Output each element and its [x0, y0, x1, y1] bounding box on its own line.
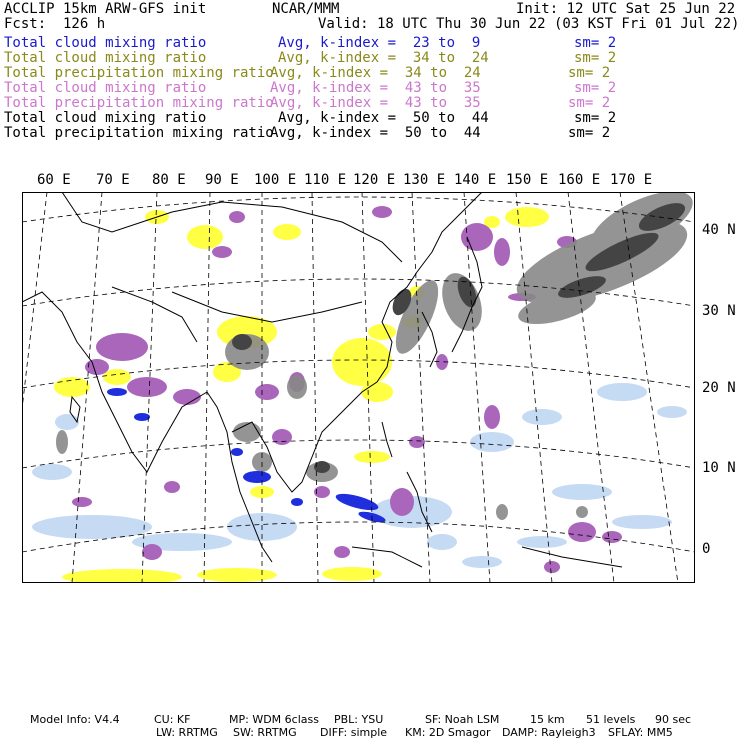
- field-avg-1: Avg, k-index = 23 to 9: [278, 35, 481, 51]
- field-avg-2: Avg, k-index = 34 to 24: [278, 50, 489, 66]
- field-avg-4: Avg, k-index = 43 to 35: [270, 80, 481, 96]
- lon-label-90e: 90 E: [205, 172, 239, 188]
- footer-sf: SF: Noah LSM: [425, 713, 500, 726]
- field-sm-7: sm= 2: [568, 125, 611, 141]
- footer-sw: SW: RRTMG: [233, 726, 297, 739]
- field-sm-1: sm= 2: [574, 35, 617, 51]
- footer-levels: 51 levels: [586, 713, 636, 726]
- lon-label-160e: 160 E: [558, 172, 601, 188]
- field-avg-6: Avg, k-index = 50 to 44: [278, 110, 489, 126]
- lon-label-130e: 130 E: [403, 172, 446, 188]
- footer-cu: CU: KF: [154, 713, 191, 726]
- footer-mp: MP: WDM 6class: [229, 713, 319, 726]
- footer-diff: DIFF: simple: [320, 726, 388, 739]
- lon-label-110e: 110 E: [304, 172, 347, 188]
- valid-time: Valid: 18 UTC Thu 30 Jun 22 (03 KST Fri 01 Jul 22): [318, 16, 740, 32]
- lon-label-150e: 150 E: [506, 172, 549, 188]
- lat-label-0: 0: [702, 541, 711, 557]
- field-name-7: Total precipitation mixing ratio: [4, 125, 274, 141]
- lon-label-70e: 70 E: [96, 172, 130, 188]
- field-name-6: Total cloud mixing ratio: [4, 110, 207, 126]
- field-name-5: Total precipitation mixing ratio: [4, 95, 274, 111]
- footer-lw: LW: RRTMG: [156, 726, 218, 739]
- init-time: Init: 12 UTC Sat 25 Jun 22: [516, 1, 736, 17]
- field-avg-3: Avg, k-index = 34 to 24: [270, 65, 481, 81]
- footer-model-info: Model Info: V4.4: [30, 713, 120, 726]
- lat-label-30n: 30 N: [702, 303, 736, 319]
- field-avg-7: Avg, k-index = 50 to 44: [270, 125, 481, 141]
- footer-damp: DAMP: Rayleigh3: [502, 726, 596, 739]
- footer-timestep: 90 sec: [655, 713, 692, 726]
- org-label: NCAR/MMM: [272, 1, 340, 17]
- lon-label-100e: 100 E: [254, 172, 297, 188]
- field-sm-3: sm= 2: [568, 65, 611, 81]
- forecast-hour: Fcst: 126 h: [4, 16, 106, 32]
- field-sm-2: sm= 2: [574, 50, 617, 66]
- lon-label-60e: 60 E: [37, 172, 71, 188]
- lon-label-120e: 120 E: [353, 172, 396, 188]
- footer-resolution: 15 km: [530, 713, 565, 726]
- field-name-4: Total cloud mixing ratio: [4, 80, 207, 96]
- field-name-1: Total cloud mixing ratio: [4, 35, 207, 51]
- footer-sflay: SFLAY: MM5: [608, 726, 673, 739]
- footer-km: KM: 2D Smagor: [405, 726, 491, 739]
- field-sm-6: sm= 2: [574, 110, 617, 126]
- field-sm-5: sm= 2: [568, 95, 611, 111]
- field-sm-4: sm= 2: [574, 80, 617, 96]
- forecast-map: [22, 192, 695, 583]
- lon-label-170e: 170 E: [610, 172, 653, 188]
- lat-label-10n: 10 N: [702, 460, 736, 476]
- field-name-3: Total precipitation mixing ratio: [4, 65, 274, 81]
- lat-label-20n: 20 N: [702, 380, 736, 396]
- footer-pbl: PBL: YSU: [334, 713, 384, 726]
- lat-label-40n: 40 N: [702, 222, 736, 238]
- lon-label-80e: 80 E: [152, 172, 186, 188]
- field-avg-5: Avg, k-index = 43 to 35: [270, 95, 481, 111]
- field-name-2: Total cloud mixing ratio: [4, 50, 207, 66]
- lon-label-140e: 140 E: [454, 172, 497, 188]
- model-title: ACCLIP 15km ARW-GFS init: [4, 1, 207, 17]
